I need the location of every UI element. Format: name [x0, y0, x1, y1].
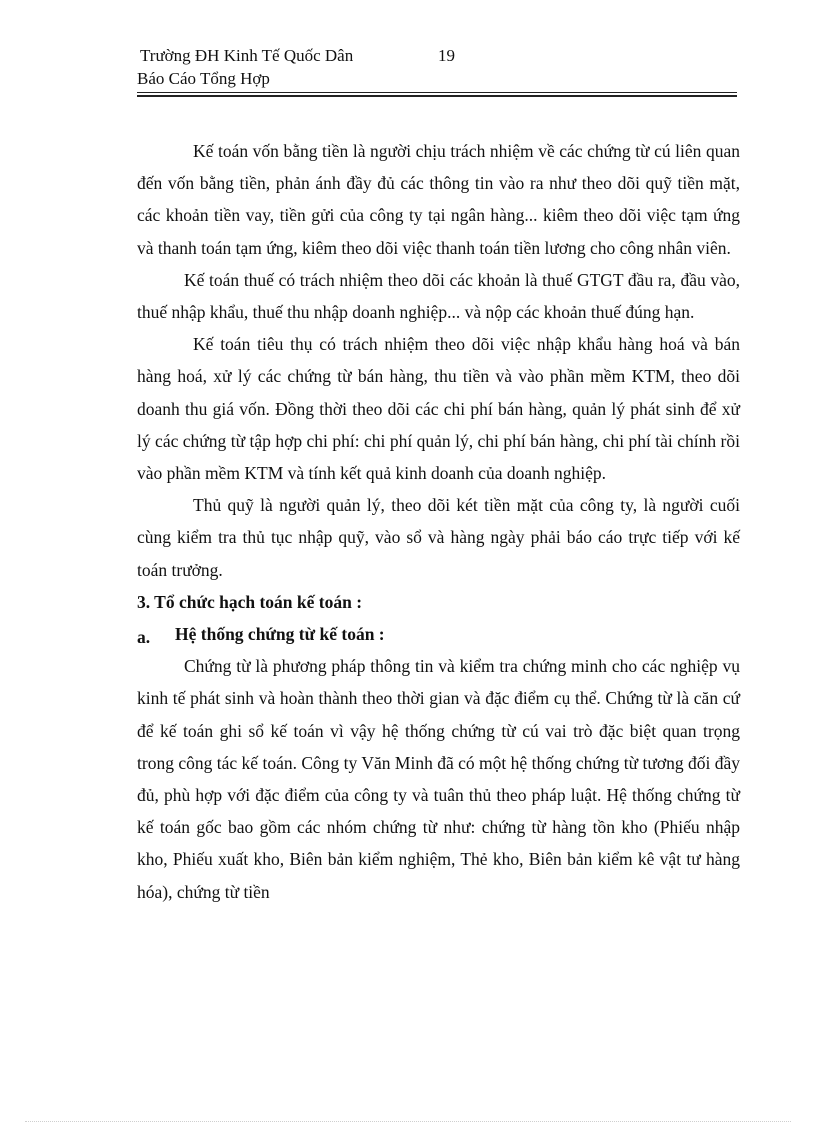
- page-header-school: [140, 46, 455, 66]
- paragraph-cash-accounting: Kế toán vốn bằng tiền là người chịu trách nhiệm về các chứng từ cú liên quan đến vốn bằng tiền, phản ánh đầy đủ các thông tin vào ra như theo dõi quỹ tiền mặt, các khoản tiền vay, tiền gửi của công ty tại ngân hàng... kiêm theo dõi việc tạm ứng và thanh toán tạm ứng, kiêm theo dõi việc thanh toán tiền lương cho công nhân viên.: [137, 141, 740, 258]
- page-bottom-border: [25, 1121, 791, 1122]
- subsection-heading-a: [137, 618, 740, 650]
- header-rule-top: [137, 92, 737, 93]
- section-heading-3: 3. Tổ chức hạch toán kế toán :: [137, 591, 363, 612]
- subsection-title: Hệ thống chứng từ kế toán :: [175, 624, 385, 645]
- page-number: 19: [438, 46, 455, 65]
- document-body: [137, 135, 740, 908]
- school-name: Trường ĐH Kinh Tế Quốc Dân: [140, 46, 354, 65]
- subsection-letter: a.: [137, 627, 151, 648]
- paragraph-tax-accounting: Kế toán thuế có trách nhiệm theo dõi các khoản là thuế GTGT đầu ra, đầu vào, thuế nhập khẩu, thuế thu nhập doanh nghiệp... và nộp các khoản thuế đúng hạn.: [137, 269, 740, 323]
- paragraph-vouchers: Chứng từ là phương pháp thông tin và kiểm tra chứng minh cho các nghiệp vụ kinh tế phát sinh và hoàn thành theo thời gian và đặc điểm cụ thể. Chứng từ là căn cứ để kế toán ghi sổ kế toán vì vậy hệ thống chứng từ cú vai trò đặc biệt quan trọng trong công tác kế toán. Công ty Văn Minh đã có một hệ thống chứng từ tương đối đầy đủ, phù hợp với đặc điểm của công ty và tuân thủ theo pháp luật. Hệ thống chứng từ kế toán gốc bao gồm các nhóm chứng từ như: chứng từ hàng tồn kho (Phiếu nhập kho, Phiếu xuất kho, Biên bản kiểm nghiệm, Thẻ kho, Biên bản kiểm kê vật tư hàng hóa), chứng từ tiền: [137, 656, 740, 902]
- header-rule-bottom: [137, 95, 737, 97]
- paragraph-sales-accounting: Kế toán tiêu thụ có trách nhiệm theo dõi việc nhập khẩu hàng hoá và bán hàng hoá, xử lý các chứng từ bán hàng, thu tiền và vào phần mềm KTM, theo dõi doanh thu giá vốn. Đồng thời theo dõi các chi phí bán hàng, quản lý phát sinh để xử lý các chứng từ tập hợp chi phí: chi phí quản lý, chi phí bán hàng, chi phí tài chính rồi vào phần mềm KTM và tính kết quả kinh doanh của doanh nghiệp.: [137, 334, 740, 484]
- report-title: Báo Cáo Tổng Hợp: [137, 69, 270, 88]
- paragraph-treasurer: Thủ quỹ là người quản lý, theo dõi két tiền mặt của công ty, là người cuối cùng kiểm tra thủ tục nhập quỹ, vào sổ và hàng ngày phải báo cáo trực tiếp với kế toán trưởng.: [137, 495, 740, 580]
